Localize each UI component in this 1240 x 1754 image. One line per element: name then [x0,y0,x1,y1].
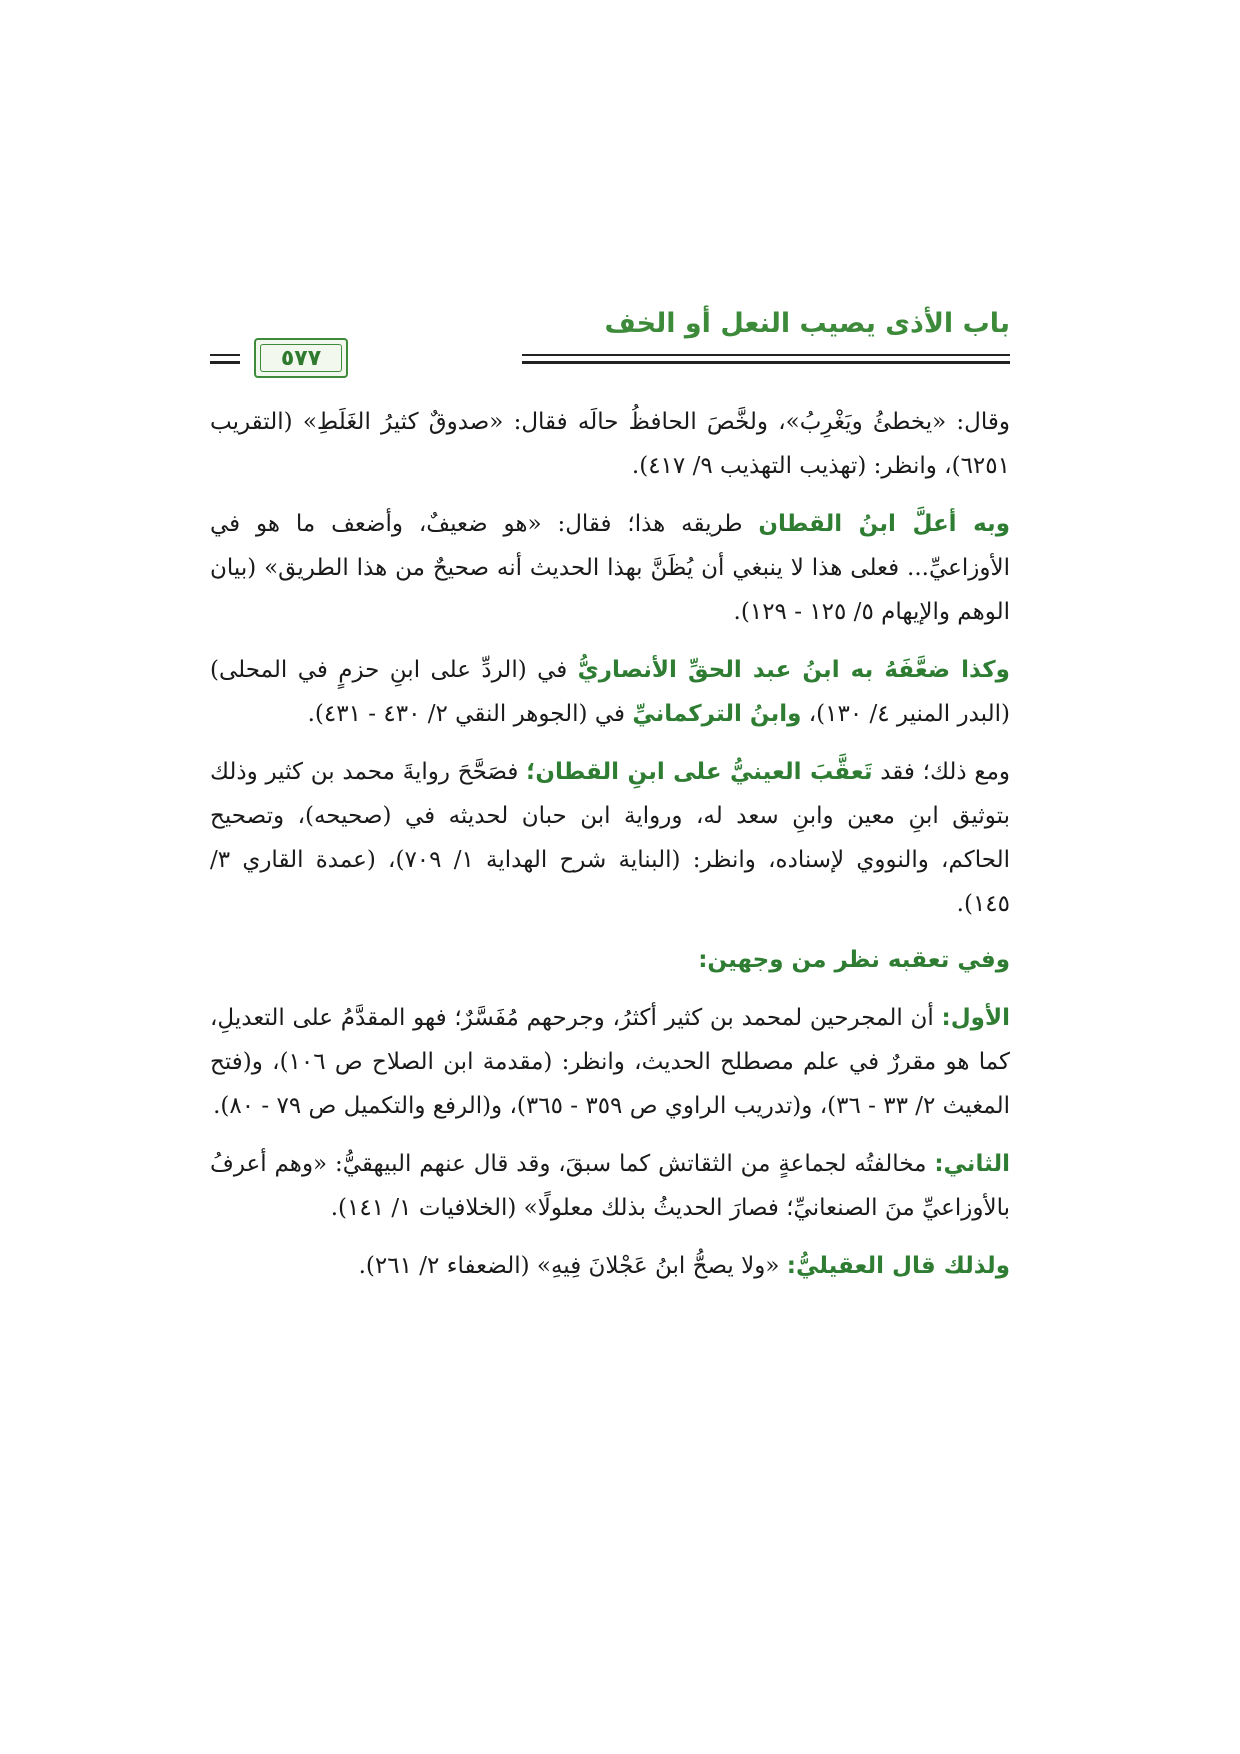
page-number-badge [254,338,348,378]
paragraph [210,502,1010,634]
paragraph-text: فصَحَّحَ روايةَ محمد بن كثير وذلك بتوثيق ابنِ معين وابنِ سعد له، ورواية ابن حبان لحديثه في (صحيحه)، وتصحيح الحاكم، والنووي لإسناده، وانظر: (البناية شرح الهداية ١/ ٧٠٩)، (عمدة القاري ٣/ ١٤٥). [210,759,1010,917]
highlighted-lead: ولذلك قال العقيليُّ: [786,1253,1010,1279]
paragraph-text: «ولا يصحُّ ابنُ عَجْلانَ فِيهِ» (الضعفاء ٢/ ٢٦١). [358,1253,787,1279]
highlighted-lead: وكذا ضعَّفَهُ به ابنُ عبد الحقِّ الأنصاريُّ [577,657,1010,683]
paragraph-text: طريقه هذا؛ فقال: «هو ضعيفٌ، وأضعف ما هو في الأوزاعيِّ... فعلى هذا لا ينبغي أن يُظَنَّ بهذا الحديث أنه صحيحٌ من هذا الطريق» (بيان الوهم والإيهام ٥/ ١٢٥ - ١٢٩). [210,511,1010,625]
header-rule [210,361,240,364]
chapter-title: باب الأذى يصيب النعل أو الخف [604,308,1010,339]
paragraph [210,400,1010,488]
highlighted-lead: وابنُ التركمانيِّ [632,701,802,727]
paragraph-text: وقال: «يخطئُ ويَغْرِبُ»، ولخَّصَ الحافظُ حالَه فقال: «صدوقٌ كثيرُ الغَلَطِ» (التقريب ٦٢٥١)، وانظر: (تهذيب التهذيب ٩/ ٤١٧). [210,409,1010,479]
paragraph [210,750,1010,926]
point-text: أن المجرحين لمحمد بن كثير أكثرُ، وجرحهم مُفَسَّرٌ؛ فهو المقدَّمُ على التعديلِ، كما هو مقررٌ في علم مصطلح الحديث، وانظر: (مقدمة ابن الصلاح ص ١٠٦)، و(فتح المغيث ٢/ ٣٣ - ٣٦)، و(تدريب الراوي ص ٣٥٩ - ٣٦٥)، و(الرفع والتكميل ص ٧٩ - ٨٠). [210,1005,1010,1119]
point-label: الأول: [941,1005,1010,1031]
paragraph-text: ومع ذلك؛ فقد [872,759,1011,785]
highlighted-lead: تَعقَّبَ العينيُّ على ابنِ القطان؛ [526,759,873,785]
point-label: الثاني: [934,1151,1010,1177]
header-rule [522,354,1010,356]
page-number: ٥٧٧ [280,345,322,371]
header-rule [522,361,1010,364]
header-rule [210,354,240,356]
point-text: مخالفتُه لجماعةٍ من الثقاتش كما سبقَ، وقد قال عنهم البيهقيُّ: «وهم أعرفُ بالأوزاعيِّ منَ الصنعانيِّ؛ فصارَ الحديثُ بذلك معلولًا» (الخلافيات ١/ ١٤١). [210,1151,1010,1221]
section-heading: وفي تعقبه نظر من وجهين: [698,947,1010,973]
paragraph [210,648,1010,736]
paragraph-text: في (الردِّ على ابنِ حزمٍ في المحلى) (البدر المنير ٤/ ١٣٠)، [210,657,1010,727]
highlighted-lead: وبه أعلَّ ابنُ القطان [758,511,1010,537]
closing-paragraph [210,1244,1010,1288]
paragraph-text: في (الجوهر النقي ٢/ ٤٣٠ - ٤٣١). [307,701,633,727]
point [210,1142,1010,1230]
page-header [210,308,1010,378]
point [210,996,1010,1128]
page-body [210,400,1010,1302]
